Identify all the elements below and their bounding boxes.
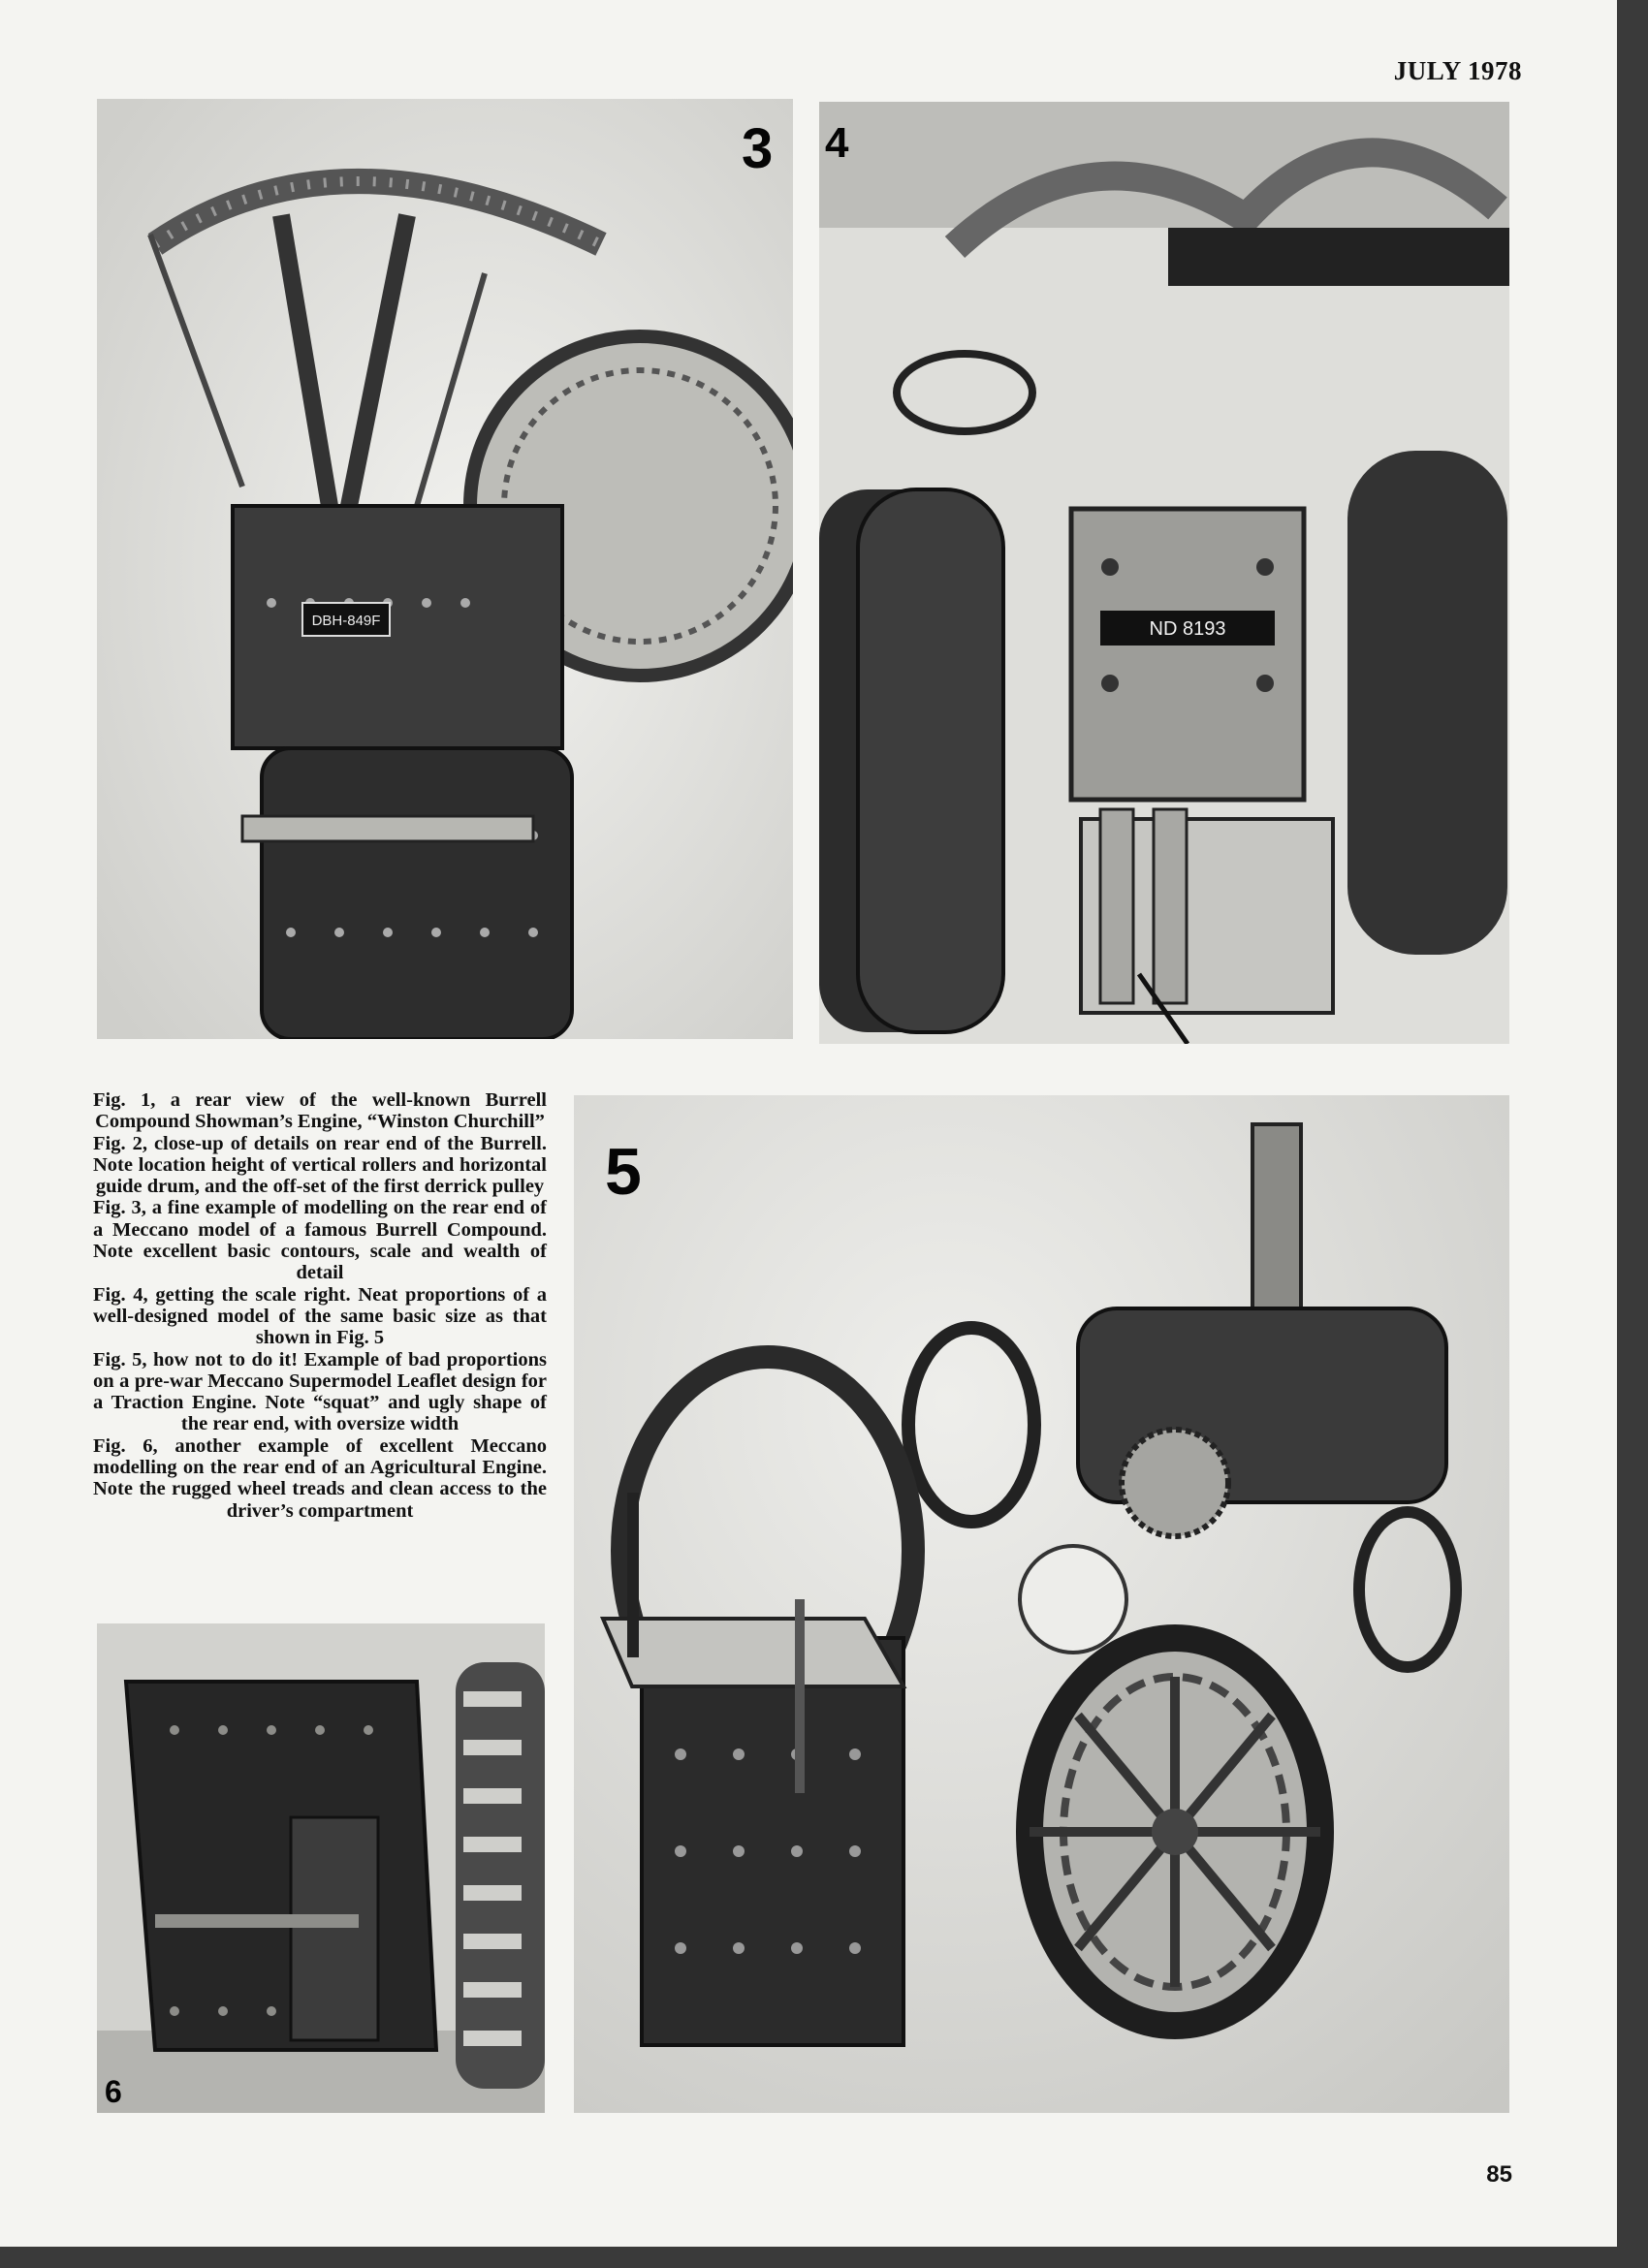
burrell-rear-model-illustration [97,99,793,1039]
figure-6-photo [97,1623,545,2113]
figure-3-photo [97,99,793,1039]
figure-4-number: 4 [825,119,849,167]
caption-fig-2: Fig. 2, close-up of details on rear end of the Burrell. Note location height of vertical rollers and horizontal guide drum, and the off-set of the first derrick pulley [93,1132,547,1198]
caption-fig-4: Fig. 4, getting the scale right. Neat proportions of a well-designed model of the same basic size as that shown in Fig. 5 [93,1283,547,1349]
figure-captions [93,1089,547,1522]
figure-5-number: 5 [605,1135,642,1209]
caption-fig-6: Fig. 6, another example of excellent Meccano modelling on the rear end of an Agricultural Engine. Note the rugged wheel treads and clean access to the driver’s compartment [93,1434,547,1522]
caption-fig-3: Fig. 3, a fine example of modelling on the rear end of a Meccano model of a famous Burrell Compound. Note excellent basic contours, scale and wealth of detail [93,1197,547,1284]
figure-5-photo [574,1095,1509,2113]
page-edge-right [1617,0,1648,2268]
caption-fig-1: Fig. 1, a rear view of the well-known Burrell Compound Showman’s Engine, “Winston Churchill” [93,1089,547,1133]
caption-fig-5: Fig. 5, how not to do it! Example of bad proportions on a pre-war Meccano Supermodel Leaflet design for a Traction Engine. Note “squat” and ugly shape of the rear end, with oversize width [93,1348,547,1435]
page-edge-bottom [0,2247,1648,2268]
figure-4-photo [819,102,1509,1044]
page-number: 85 [1486,2161,1512,2188]
traction-engine-model-illustration [574,1095,1509,2113]
figure-6-number: 6 [105,2074,122,2109]
figure-3-number: 3 [742,117,774,180]
issue-date: JULY 1978 [1393,56,1522,85]
fig4-number-plate: ND 8193 [1149,618,1226,640]
fig3-number-plate: DBH-849F [311,613,381,629]
close-up-rear-model-illustration [819,102,1509,1044]
agricultural-engine-rear-illustration [97,1623,545,2113]
